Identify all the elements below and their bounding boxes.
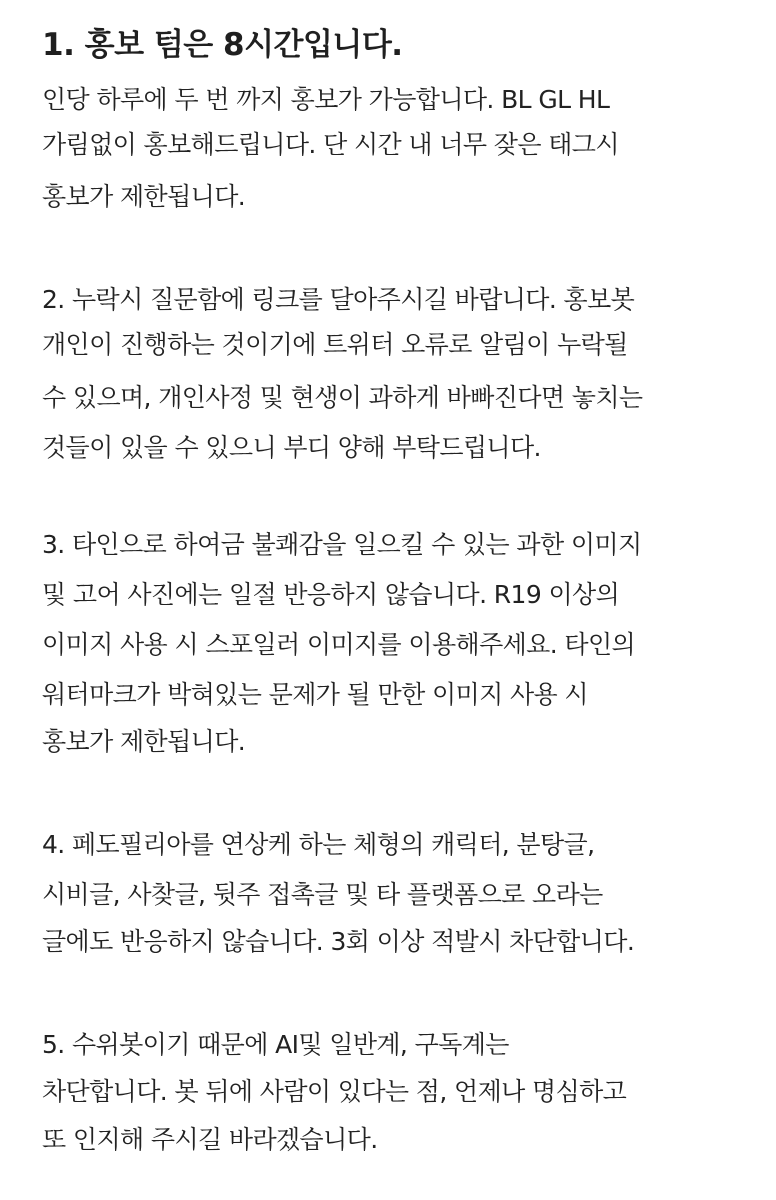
rule-2-line-4: 것들이 있을 수 있으니 부디 양해 부탁드립니다. [42, 433, 541, 462]
rule-1-line-3: 홍보가 제한됩니다. [42, 182, 246, 211]
rule-4-line-2: 시비글, 사찾글, 뒷주 접촉글 및 타 플랫폼으로 오라는 [42, 880, 603, 909]
rule-2-line-3: 수 있으며, 개인사정 및 현생이 과하게 바빠진다면 놓치는 [42, 383, 643, 412]
rule-3-line-3: 이미지 사용 시 스포일러 이미지를 이용해주세요. 타인의 [42, 630, 636, 659]
rule-3-line-5: 홍보가 제한됩니다. [42, 727, 246, 756]
rule-1-title: 1. 홍보 텀은 8시간입니다. [42, 27, 403, 63]
rule-5-line-3: 또 인지해 주시길 바라겠습니다. [42, 1125, 378, 1154]
rule-1-line-2: 가림없이 홍보해드립니다. 단 시간 내 너무 잦은 태그시 [42, 130, 619, 159]
rule-2-line-2: 개인이 진행하는 것이기에 트위터 오류로 알림이 누락될 [42, 330, 628, 359]
rule-3-line-1: 3. 타인으로 하여금 불쾌감을 일으킬 수 있는 과한 이미지 [42, 530, 642, 559]
rule-5-line-1: 5. 수위봇이기 때문에 AI및 일반계, 구독계는 [42, 1030, 509, 1059]
rule-4-line-1: 4. 페도필리아를 연상케 하는 체형의 캐릭터, 분탕글, [42, 830, 595, 859]
rule-1-line-1: 인당 하루에 두 번 까지 홍보가 가능합니다. BL GL HL [42, 85, 610, 114]
rule-2-line-1: 2. 누락시 질문함에 링크를 달아주시길 바랍니다. 홍보봇 [42, 285, 635, 314]
rule-4-line-3: 글에도 반응하지 않습니다. 3회 이상 적발시 차단합니다. [42, 927, 635, 956]
rule-3-line-4: 워터마크가 박혀있는 문제가 될 만한 이미지 사용 시 [42, 680, 588, 709]
rule-5-line-2: 차단합니다. 봇 뒤에 사람이 있다는 점, 언제나 명심하고 [42, 1077, 627, 1106]
rule-3-line-2: 및 고어 사진에는 일절 반응하지 않습니다. R19 이상의 [42, 580, 620, 609]
